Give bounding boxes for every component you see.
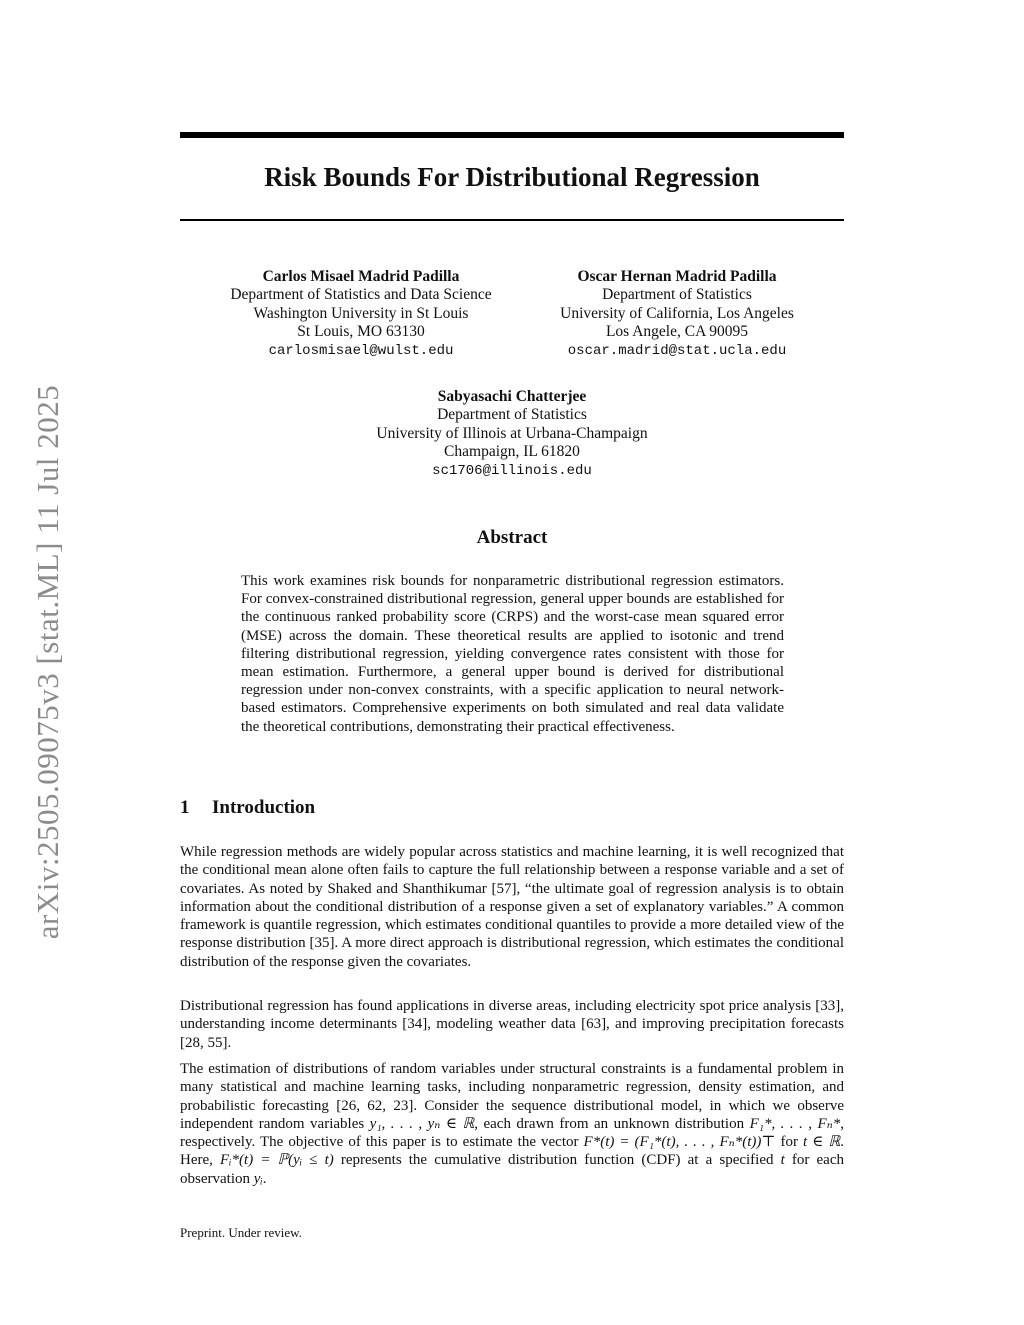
- body-paragraph: While regression methods are widely popular across statistics and machine learning, it is well recognized that the conditional mean alone often fails to capture the full relationship between a response variable and a set of covariates. As noted by Shaked and Shanthikumar [57], “the ultimate goal of regression analysis is to obtain information about the conditional distribution of a response given a set of explanatory variables.” A common framework is quantile regression, which estimates conditional quantiles to provide a more detailed view of the response distribution [35]. A more direct approach is distributional regression, which estimates the conditional distribution of the response given the covariates.: [180, 844, 844, 970]
- author-block: [200, 268, 522, 360]
- paragraph-text: , each drawn from an unknown distribution: [474, 1115, 750, 1132]
- paper-title: Risk Bounds For Distributional Regression: [264, 162, 760, 192]
- author-name: Carlos Misael Madrid Padilla: [262, 268, 460, 285]
- body-paragraph: [180, 1060, 844, 1188]
- title-top-rule: [180, 132, 844, 138]
- author-institution: University of California, Los Angeles: [560, 304, 794, 322]
- body-paragraph: Distributional regression has found applications in diverse areas, including electricity spot price analysis [33], understanding income determinants [34], modeling weather data [63], and improving precipitation forecasts [28, 55].: [180, 998, 844, 1051]
- author-institution: Washington University in St Louis: [253, 304, 469, 322]
- paragraph-text: . Here,: [180, 1134, 844, 1169]
- author-block: [530, 268, 824, 360]
- section-title: Introduction: [212, 797, 316, 818]
- abstract-text: This work examines risk bounds for nonparametric distributional regression estimators. For convex-constrained distributional regression, general upper bounds are established for the continuous ranked probability score (CRPS) and the worst-case mean squared error (MSE) across the domain. These theoretical results are applied to isotonic and trend filtering distributional regression, yielding convergence rates consistent with those for mean estimation. Furthermore, a general upper bound is derived for distributional regression under non-convex constraints, with a specific application to neural network-based estimators. Comprehensive experiments on both simulated and real data validate the theoretical contributions, demonstrating their practical effectiveness.: [241, 573, 784, 735]
- math-expression: y₁, . . . , yₙ ∈ ℝ: [369, 1115, 475, 1132]
- paragraph-text: , respectively. The objective of this paper is to estimate the vector: [180, 1115, 845, 1151]
- author-department: Department of Statistics and Data Science: [230, 286, 492, 304]
- author-address: Los Angele, CA 90095: [605, 323, 749, 341]
- author-name: Oscar Hernan Madrid Padilla: [577, 268, 777, 285]
- math-expression: yᵢ: [253, 1170, 263, 1187]
- author-department: Department of Statistics: [437, 406, 587, 424]
- math-expression: t: [780, 1152, 785, 1169]
- math-expression: Fᵢ*(t) = ℙ(yᵢ ≤ t): [220, 1152, 334, 1169]
- paragraph-text: for: [775, 1134, 804, 1151]
- title-bottom-rule: [180, 219, 844, 221]
- author-email[interactable]: oscar.madrid@stat.ucla.edu: [567, 342, 787, 359]
- paragraph-text: The estimation of distributions of random variables under structural constraints is a fundamental problem in many statistical and machine learning tasks, including nonparametric regression, density estimation, and probabilistic forecasting [26, 62, 23]. Consider the sequence distributional model, in which we observe independent random variables: [180, 1061, 844, 1132]
- math-expression: F₁*, . . . , Fₙ*: [749, 1115, 841, 1132]
- author-institution: University of Illinois at Urbana-Champaign: [376, 424, 648, 442]
- arxiv-identifier: arXiv:2505.09075v3 [stat.ML] 11 Jul 2025: [30, 384, 65, 940]
- section-heading: [180, 797, 315, 819]
- author-name: Sabyasachi Chatterjee: [437, 388, 587, 405]
- author-address: Champaign, IL 61820: [444, 443, 580, 461]
- author-email[interactable]: sc1706@illinois.edu: [432, 462, 592, 479]
- footer-note: Preprint. Under review.: [180, 1225, 302, 1240]
- abstract-heading: Abstract: [476, 527, 548, 548]
- paragraph-text: .: [262, 1170, 267, 1187]
- author-department: Department of Statistics: [602, 286, 752, 304]
- paragraph-text: represents the cumulative distribution function (CDF) at a specified: [333, 1152, 781, 1169]
- author-block: [332, 388, 692, 480]
- section-number: 1: [180, 797, 190, 818]
- paragraph-text: for each observation: [180, 1152, 844, 1187]
- author-email[interactable]: carlosmisael@wulst.edu: [268, 342, 454, 359]
- math-expression: F*(t) = (F₁*(t), . . . , Fₙ*(t))⊤: [583, 1134, 776, 1151]
- author-address: St Louis, MO 63130: [297, 323, 425, 341]
- math-expression: t ∈ ℝ: [803, 1134, 841, 1151]
